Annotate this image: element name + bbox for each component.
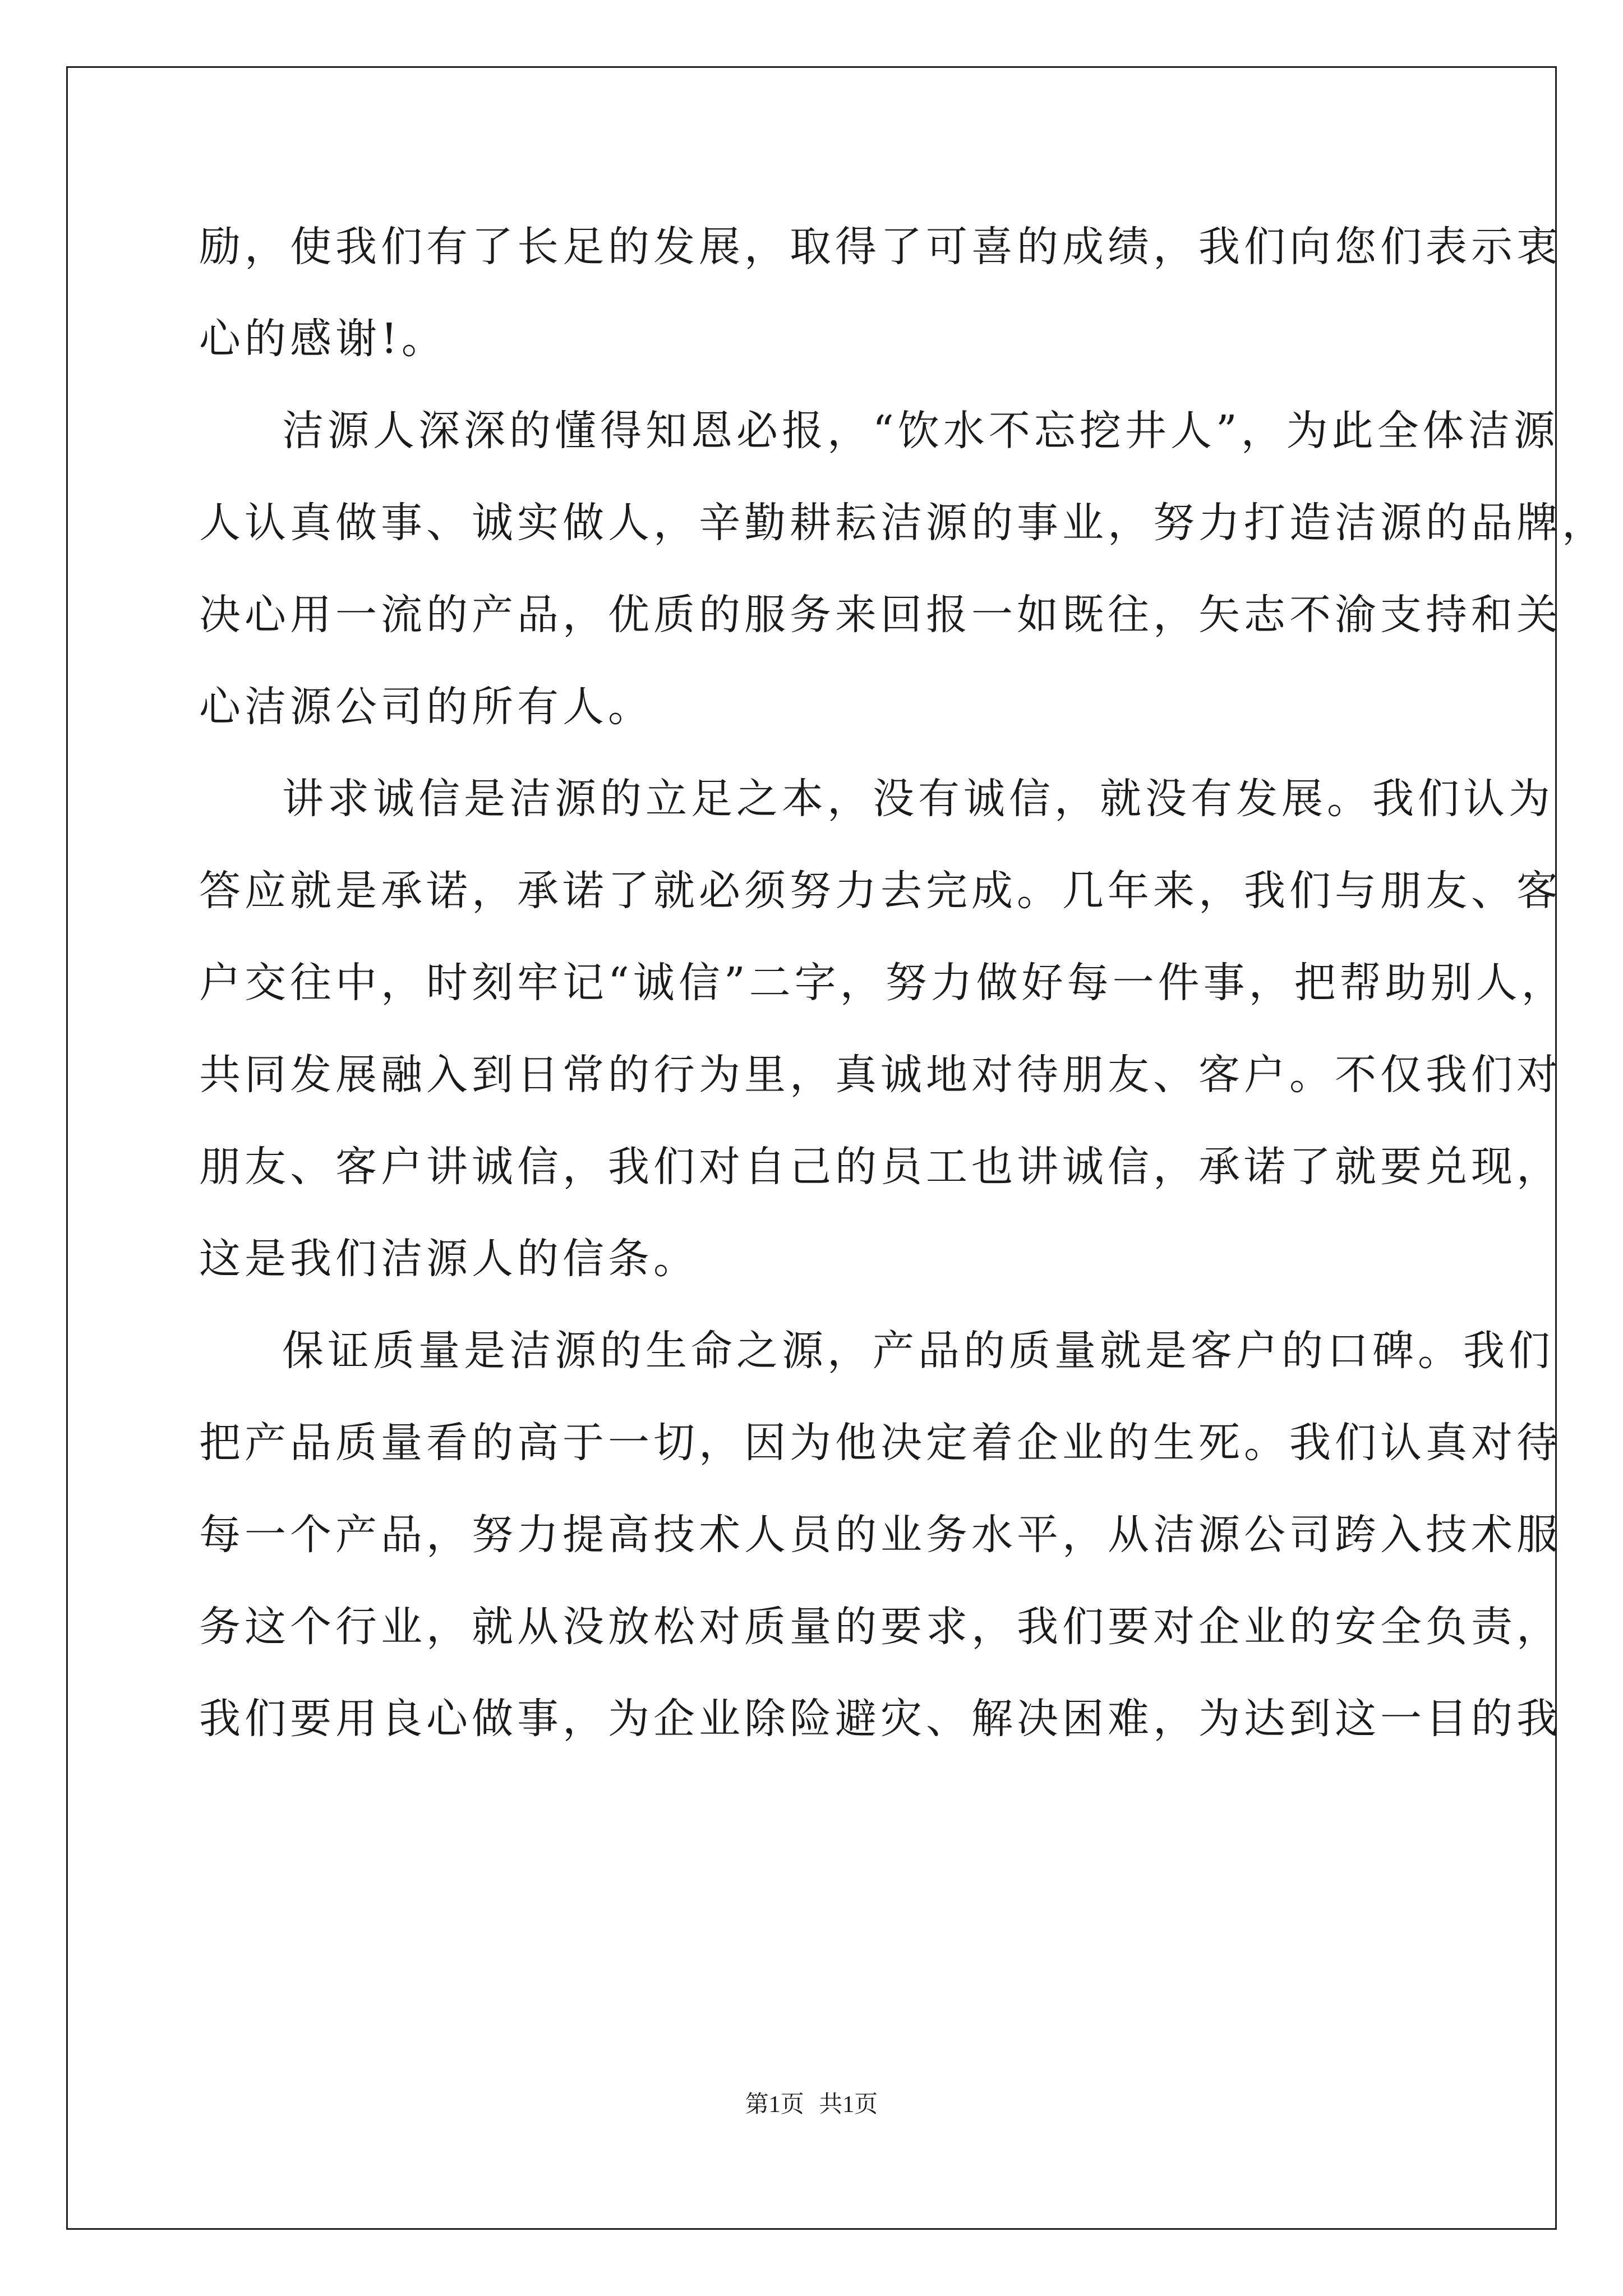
text-line: 每一个产品，努力提高技术人员的业务水平，从洁源公司跨入技术服 <box>199 1511 1562 1559</box>
text-line: 决心用一流的产品，优质的服务来回报一如既往，矢志不渝支持和关 <box>199 591 1562 639</box>
text-line: 把产品质量看的高于一切，因为他决定着企业的生死。我们认真对待 <box>199 1419 1562 1467</box>
page-number: 第1页 <box>745 2092 804 2118</box>
text-line: 我们要用良心做事，为企业除险避灾、解决困难，为达到这一目的我 <box>199 1695 1562 1743</box>
text-line: 朋友、客户讲诚信，我们对自己的员工也讲诚信，承诺了就要兑现， <box>199 1143 1562 1191</box>
text-line: 心的感谢!。 <box>199 315 447 363</box>
text-line: 答应就是承诺，承诺了就必须努力去完成。几年来，我们与朋友、客 <box>199 867 1562 915</box>
text-line: 这是我们洁源人的信条。 <box>199 1235 699 1283</box>
page-footer <box>0 2088 1623 2122</box>
text-line: 户交往中，时刻牢记“诚信”二字，努力做好每一件事，把帮助别人， <box>199 959 1567 1007</box>
paragraph-first-line: 洁源人深深的懂得知恩必报，“饮水不忘挖井人”，为此全体洁源 <box>282 407 1559 455</box>
text-line: 人认真做事、诚实做人，辛勤耕耘洁源的事业，努力打造洁源的品牌， <box>199 499 1607 547</box>
text-line: 务这个行业，就从没放松对质量的要求，我们要对企业的安全负责， <box>199 1603 1562 1651</box>
document-body <box>199 201 1607 1765</box>
text-line: 心洁源公司的所有人。 <box>199 683 653 731</box>
paragraph-first-line: 讲求诚信是洁源的立足之本，没有诚信，就没有发展。我们认为 <box>282 775 1554 823</box>
page-total: 共1页 <box>819 2092 878 2118</box>
text-line: 共同发展融入到日常的行为里，真诚地对待朋友、客户。不仅我们对 <box>199 1051 1562 1099</box>
text-line: 励，使我们有了长足的发展，取得了可喜的成绩，我们向您们表示衷 <box>199 223 1562 271</box>
paragraph-first-line: 保证质量是洁源的生命之源，产品的质量就是客户的口碑。我们 <box>282 1327 1554 1375</box>
